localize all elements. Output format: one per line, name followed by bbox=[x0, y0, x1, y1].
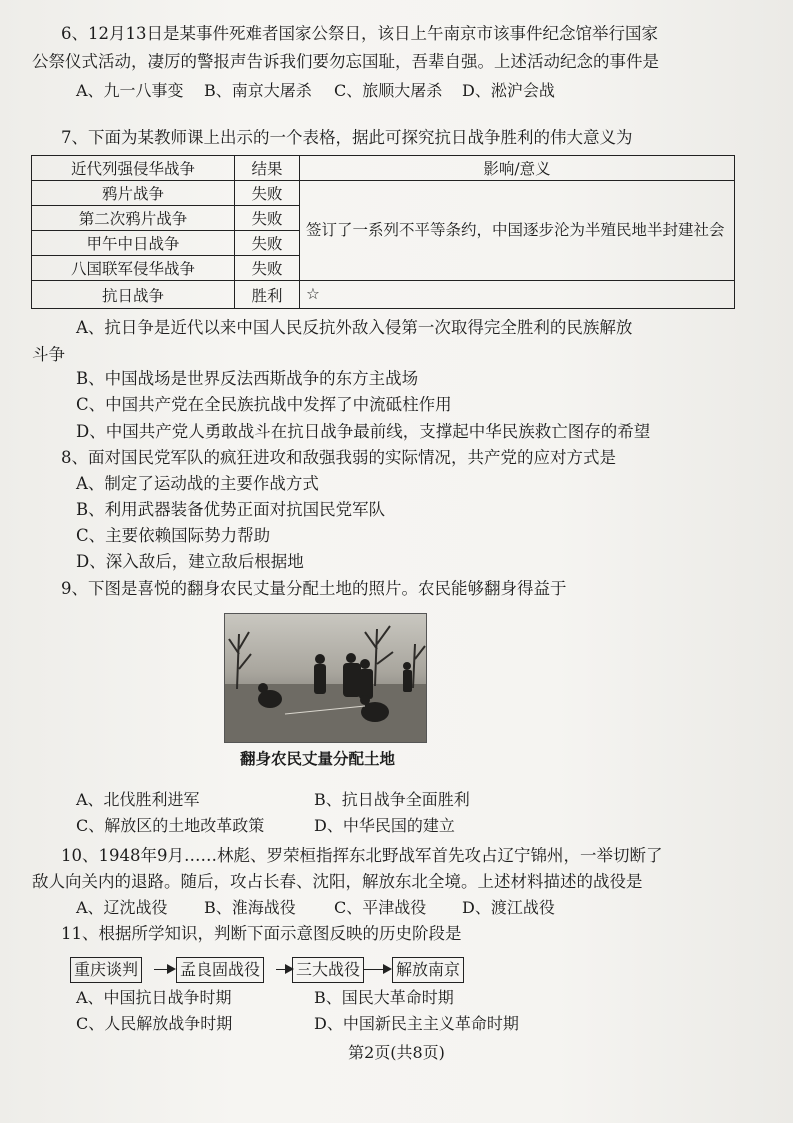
q9-option-b: B、抗日战争全面胜利 bbox=[314, 790, 470, 809]
q7-option-d: D、中国共产党人勇敢战斗在抗日战争最前线，支撑起中华民族救亡图存的希望 bbox=[76, 422, 651, 441]
q9-option-a: A、北伐胜利进军 bbox=[76, 790, 200, 809]
q9-option-d: D、中华民国的建立 bbox=[314, 816, 455, 835]
table-cell-war: 八国联军侵华战争 bbox=[32, 256, 235, 281]
q8-option-c: C、主要依赖国际势力帮助 bbox=[76, 526, 271, 545]
q6-options bbox=[76, 79, 776, 103]
table-row bbox=[32, 181, 735, 206]
q7-option-c: C、中国共产党在全民族抗战中发挥了中流砥柱作用 bbox=[76, 395, 452, 414]
q7-stem: 7、下面为某教师课上出示的一个表格，据此可探究抗日战争胜利的伟大意义为 bbox=[61, 128, 633, 147]
q7-option-a-line2: 斗争 bbox=[32, 345, 65, 364]
table-header-result: 结果 bbox=[235, 156, 300, 181]
flow-arrow bbox=[364, 969, 390, 970]
q11-options bbox=[76, 985, 676, 1037]
q10-options bbox=[76, 896, 776, 920]
flow-box-menglianggu: 孟良固战役 bbox=[176, 957, 264, 983]
q10-option-c: C、平津战役 bbox=[334, 898, 427, 917]
table-header-row bbox=[32, 156, 735, 181]
q7-table bbox=[31, 155, 735, 309]
q9-options bbox=[76, 787, 676, 839]
q8-stem: 8、面对国民党军队的疯狂进攻和敌强我弱的实际情况，共产党的应对方式是 bbox=[61, 448, 616, 467]
table-cell-result: 胜利 bbox=[235, 281, 300, 309]
q11-option-b: B、国民大革命时期 bbox=[314, 988, 454, 1007]
q11-option-d: D、中国新民主主义革命时期 bbox=[314, 1014, 519, 1033]
table-cell-result: 失败 bbox=[235, 231, 300, 256]
q6-option-c: C、旅顺大屠杀 bbox=[334, 81, 443, 100]
table-cell-war: 鸦片战争 bbox=[32, 181, 235, 206]
flow-box-nanjing: 解放南京 bbox=[392, 957, 464, 983]
q11-option-c: C、人民解放战争时期 bbox=[76, 1014, 233, 1033]
q6-stem-line2: 公祭仪式活动，凄厉的警报声告诉我们要勿忘国耻，吾辈自强。上述活动纪念的事件是 bbox=[32, 52, 659, 71]
q11-option-a: A、中国抗日战争时期 bbox=[76, 988, 232, 1007]
table-header-war: 近代列强侵华战争 bbox=[32, 156, 235, 181]
q8-option-d: D、深入敌后，建立敌后根据地 bbox=[76, 552, 304, 571]
q6-option-b: B、南京大屠杀 bbox=[204, 81, 312, 100]
flow-box-three-campaigns: 三大战役 bbox=[292, 957, 364, 983]
q10-option-b: B、淮海战役 bbox=[204, 898, 296, 917]
photo-illustration bbox=[225, 614, 426, 742]
q10-option-d: D、渡江战役 bbox=[462, 898, 555, 917]
q6-stem-line1: 6、12月13日是某事件死难者国家公祭日，该日上午南京市该事件纪念馆举行国家 bbox=[61, 24, 658, 43]
table-cell-effect-merged: 签订了一系列不平等条约，中国逐步沦为半殖民地半封建社会 bbox=[300, 181, 735, 281]
q9-option-c: C、解放区的土地改革政策 bbox=[76, 816, 265, 835]
q6-option-a: A、九一八事变 bbox=[76, 81, 184, 100]
table-row bbox=[32, 281, 735, 309]
table-cell-war: 甲午中日战争 bbox=[32, 231, 235, 256]
q10-stem-line1: 10、1948年9月……林彪、罗荣桓指挥东北野战军首先攻占辽宁锦州，一举切断了 bbox=[61, 846, 663, 865]
land-survey-photo bbox=[224, 613, 427, 743]
q8-option-b: B、利用武器装备优势正面对抗国民党军队 bbox=[76, 500, 386, 519]
q6-option-d: D、淞沪会战 bbox=[462, 81, 555, 100]
page-footer: 第2页(共8页) bbox=[348, 1043, 445, 1062]
q10-stem-line2: 敌人向关内的退路。随后，攻占长春、沈阳，解放东北全境。上述材料描述的战役是 bbox=[32, 872, 643, 891]
table-cell-result: 失败 bbox=[235, 256, 300, 281]
table-cell-war: 抗日战争 bbox=[32, 281, 235, 309]
q7-option-a-line1: A、抗日争是近代以来中国人民反抗外敌入侵第一次取得完全胜利的民族解放 bbox=[76, 318, 633, 337]
table-cell-war: 第二次鸦片战争 bbox=[32, 206, 235, 231]
table-header-effect: 影响/意义 bbox=[300, 156, 735, 181]
photo-caption: 翻身农民丈量分配土地 bbox=[240, 749, 396, 768]
q8-option-a: A、制定了运动战的主要作战方式 bbox=[76, 474, 319, 493]
table-cell-star: ☆ bbox=[300, 281, 735, 309]
flow-arrow bbox=[154, 969, 174, 970]
q11-stem: 11、根据所学知识，判断下面示意图反映的历史阶段是 bbox=[61, 924, 462, 943]
q10-option-a: A、辽沈战役 bbox=[76, 898, 168, 917]
q9-stem: 9、下图是喜悦的翻身农民丈量分配土地的照片。农民能够翻身得益于 bbox=[61, 579, 567, 598]
q7-option-b: B、中国战场是世界反法西斯战争的东方主战场 bbox=[76, 369, 419, 388]
table-cell-result: 失败 bbox=[235, 181, 300, 206]
table-cell-result: 失败 bbox=[235, 206, 300, 231]
flow-arrow bbox=[276, 969, 292, 970]
flow-box-chongqing: 重庆谈判 bbox=[70, 957, 142, 983]
